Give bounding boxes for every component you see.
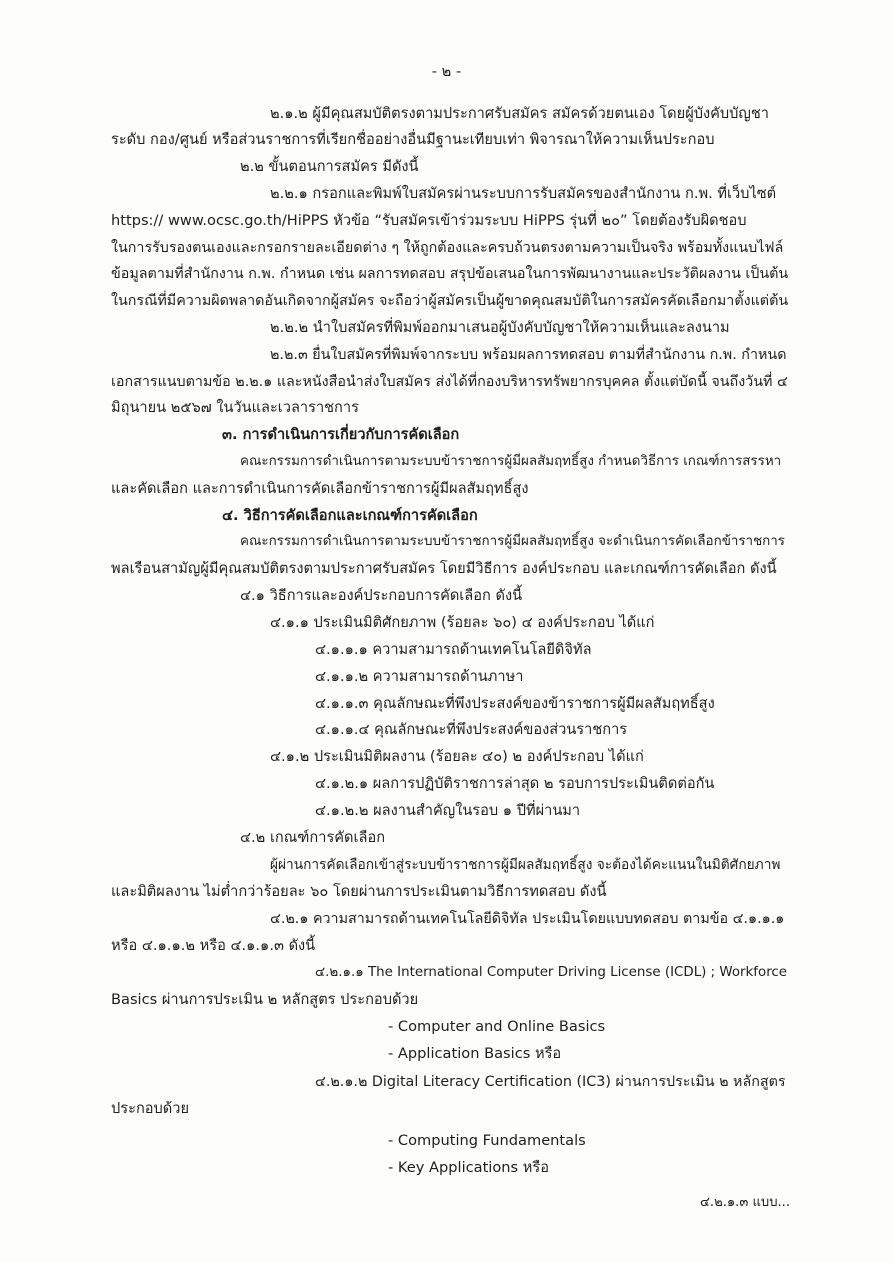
text-line: ในการรับรองตนเองและกรอกรายละเอียดต่าง ๆ ให้ถูกต้องและครบถ้วนตรงตามความเป็นจริง พร้อมทั้งแนบไฟล์	[111, 240, 784, 256]
text-line: ๔.๑.๒ ประเมินมิติผลงาน (ร้อยละ ๔๐) ๒ องค์ประกอบ ได้แก่	[270, 748, 644, 765]
text-line: Basics ผ่านการประเมิน ๒ หลักสูตร ประกอบด้วย	[111, 991, 419, 1008]
text-line: ๒.๒.๑ กรอกและพิมพ์ใบสมัครผ่านระบบการรับสมัครของสำนักงาน ก.พ. ที่เว็บไซต์	[270, 185, 777, 202]
list-item: ๔.๑.๑.๔ คุณลักษณะที่พึงประสงค์ของส่วนราชการ	[315, 721, 628, 738]
text-line: ในกรณีที่มีความผิดพลาดอันเกิดจากผู้สมัคร จะถือว่าผู้สมัครเป็นผู้ขาดคุณสมบัติในการสมัครคัดเลือกมาตั้งแต่ต้น	[111, 293, 789, 309]
continuation-note: ๔.๒.๑.๓ แบบ...	[700, 1195, 791, 1210]
list-item: - Computing Fundamentals	[388, 1132, 586, 1149]
list-item: ๔.๑.๑.๑ ความสามารถด้านเทคโนโลยีดิจิทัล	[315, 641, 592, 658]
section-heading: ๔. วิธีการคัดเลือกและเกณฑ์การคัดเลือก	[222, 507, 478, 524]
list-item: ๔.๑.๑.๒ ความสามารถด้านภาษา	[315, 668, 524, 685]
text-line: ๒.๒.๓ ยื่นใบสมัครที่พิมพ์จากระบบ พร้อมผลการทดสอบ ตามที่สำนักงาน ก.พ. กำหนด	[270, 347, 787, 363]
text-line: ข้อมูลตามที่สำนักงาน ก.พ. กำหนด เช่น ผลการทดสอบ สรุปข้อเสนอในการพัฒนางานและประวัติผลงาน เป็นต้น	[111, 266, 789, 282]
text-line: เอกสารแนบตามข้อ ๒.๒.๑ และหนังสือนำส่งใบสมัคร ส่งได้ที่กองบริหารทรัพยากรบุคคล ตั้งแต่บัดนี้ จนถึงวันที่ ๔	[111, 374, 788, 390]
text-line: มิถุนายน ๒๕๖๗ ในวันและเวลาราชการ	[111, 399, 359, 416]
section-heading: ๓. การดำเนินการเกี่ยวกับการคัดเลือก	[222, 426, 460, 443]
text-line: ๔.๒.๑.๒ Digital Literacy Certification (IC3) ผ่านการประเมิน ๒ หลักสูตร	[315, 1074, 786, 1090]
list-item: - Key Applications หรือ	[388, 1159, 550, 1176]
list-item: ๔.๑.๒.๒ ผลงานสำคัญในรอบ ๑ ปีที่ผ่านมา	[315, 802, 581, 819]
list-item: - Computer and Online Basics	[388, 1018, 606, 1035]
text-line: https:// www.ocsc.go.th/HiPPS หัวข้อ “รับสมัครเข้าร่วมระบบ HiPPS รุ่นที่ ๒๐” โดยต้องรับผิดชอบ	[111, 212, 747, 229]
list-item: - Application Basics หรือ	[388, 1045, 562, 1062]
subsection-heading: ๔.๒ เกณฑ์การคัดเลือก	[240, 829, 386, 846]
text-line: ๔.๒.๑ ความสามารถด้านเทคโนโลยีดิจิทัล ประเมินโดยแบบทดสอบ ตามข้อ ๔.๑.๑.๑	[270, 911, 785, 927]
text-line: ๒.๒.๒ นำใบสมัครที่พิมพ์ออกมาเสนอผู้บังคับบัญชาให้ความเห็นและลงนาม	[270, 319, 730, 336]
list-item: ๔.๑.๑.๓ คุณลักษณะที่พึงประสงค์ของข้าราชการผู้มีผลสัมฤทธิ์สูง	[315, 695, 715, 712]
text-line: และคัดเลือก และการดำเนินการคัดเลือกข้าราชการผู้มีผลสัมฤทธิ์สูง	[111, 480, 529, 497]
text-line: คณะกรรมการดำเนินการตามระบบข้าราชการผู้มีผลสัมฤทธิ์สูง จะดำเนินการคัดเลือกข้าราชการ	[240, 534, 785, 549]
text-line: และมิติผลงาน ไม่ต่ำกว่าร้อยละ ๖๐ โดยผ่านการประเมินตามวิธีการทดสอบ ดังนี้	[111, 883, 607, 900]
list-item: ๔.๑.๒.๑ ผลการปฏิบัติราชการล่าสุด ๒ รอบการประเมินติดต่อกัน	[315, 775, 715, 792]
text-line: ๔.๒.๑.๑ The International Computer Driving License (ICDL) ; Workforce	[315, 965, 788, 980]
text-line: ผู้ผ่านการคัดเลือกเข้าสู่ระบบข้าราชการผู้มีผลสัมฤทธิ์สูง จะต้องได้คะแนนในมิติศักยภาพ	[270, 857, 781, 873]
text-line: หรือ ๔.๑.๑.๒ หรือ ๔.๑.๑.๓ ดังนี้	[111, 937, 316, 954]
subsection-heading: ๔.๑ วิธีการและองค์ประกอบการคัดเลือก ดังนี้	[240, 587, 523, 604]
text-line: ๒.๑.๒ ผู้มีคุณสมบัติตรงตามประกาศรับสมัคร สมัครด้วยตนเอง โดยผู้บังคับบัญชา	[270, 105, 769, 122]
text-line: ประกอบด้วย	[111, 1100, 190, 1117]
section-heading: ๒.๒ ขั้นตอนการสมัคร มีดังนี้	[240, 158, 419, 175]
text-line: ระดับ กอง/ศูนย์ หรือส่วนราชการที่เรียกชื่ออย่างอื่นมีฐานะเทียบเท่า พิจารณาให้ความเห็นประกอบ	[111, 131, 715, 148]
text-line: คณะกรรมการดำเนินการตามระบบข้าราชการผู้มีผลสัมฤทธิ์สูง กำหนดวิธีการ เกณฑ์การสรรหา	[240, 454, 782, 469]
page-number: - ๒ -	[431, 63, 462, 80]
text-line: ๔.๑.๑ ประเมินมิติศักยภาพ (ร้อยละ ๖๐) ๔ องค์ประกอบ ได้แก่	[270, 614, 655, 631]
text-line: พลเรือนสามัญผู้มีคุณสมบัติตรงตามประกาศรับสมัคร โดยมีวิธีการ องค์ประกอบ และเกณฑ์การคัดเลือก ดังนี้	[111, 560, 777, 577]
